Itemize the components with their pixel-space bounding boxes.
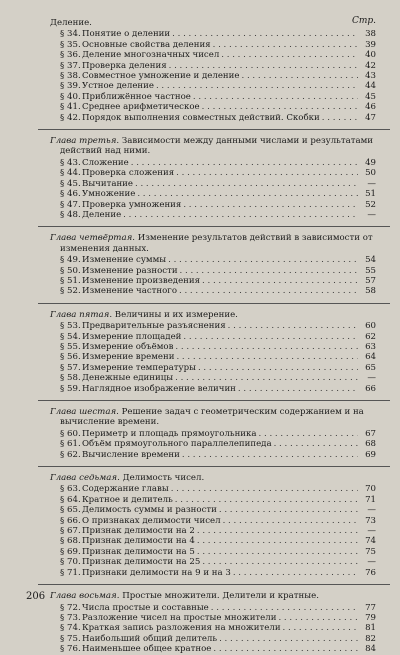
toc-entry	[50, 644, 376, 654]
table-of-contents	[50, 18, 376, 655]
leader-dots	[169, 61, 358, 71]
section-number: § 46.	[60, 189, 81, 200]
entry-title: Краткая запись разложения на множители	[82, 623, 281, 634]
toc-entry	[50, 603, 376, 613]
chapter-heading	[50, 473, 376, 483]
section-number: § 39.	[60, 81, 81, 92]
toc-entry	[50, 547, 376, 557]
entry-page: 67	[365, 428, 376, 439]
entry-title: Содержание главы	[82, 484, 169, 495]
section-number: § 49.	[60, 255, 81, 266]
chapter-divider	[38, 584, 390, 585]
leader-dots	[176, 168, 358, 178]
toc-entry	[50, 384, 376, 394]
section-number: § 70.	[60, 557, 81, 568]
chapter-label: Глава третья.	[50, 136, 120, 147]
section-number: § 55.	[60, 341, 81, 352]
entry-page: 69	[365, 449, 376, 460]
leader-dots	[193, 92, 358, 102]
leader-dots	[238, 384, 358, 394]
leader-dots	[172, 29, 358, 39]
entry-page: —	[367, 557, 376, 568]
section-number: § 47.	[60, 199, 81, 210]
chapter-entries	[50, 429, 376, 460]
section-number: § 36.	[60, 50, 81, 61]
entry-title: Проверка деления	[82, 60, 167, 71]
toc-entry	[50, 332, 376, 342]
entry-page: 52	[365, 199, 376, 210]
entry-title: Деление	[82, 209, 122, 220]
toc-entry	[50, 495, 376, 505]
entry-title: Признак делимости на 25	[82, 557, 201, 568]
chapter-title: Решение задач с геометрическим содержанием и на вычисление времени.	[60, 407, 364, 428]
section-number: § 48.	[60, 209, 81, 220]
leader-dots	[197, 526, 358, 536]
entry-page: 51	[365, 189, 376, 200]
entry-title: Измерение времени	[82, 352, 175, 363]
section-number: § 34.	[60, 29, 81, 40]
chapter-divider	[38, 400, 390, 401]
section-number: § 53.	[60, 321, 81, 332]
section-number: § 62.	[60, 449, 81, 460]
entry-title: Кратное и делитель	[82, 494, 173, 505]
leader-dots	[241, 71, 358, 81]
chapter-entries	[50, 603, 376, 655]
toc-entry	[50, 536, 376, 546]
leader-dots	[131, 158, 358, 168]
entry-title: Порядок выполнения совместных действий. Скобки	[82, 112, 320, 123]
chapter-entries	[50, 158, 376, 220]
leader-dots	[221, 50, 358, 60]
toc-entry	[50, 352, 376, 362]
entry-title: Измерение температуры	[82, 362, 196, 373]
toc-entry	[50, 168, 376, 178]
section-number: § 54.	[60, 331, 81, 342]
leader-dots	[123, 210, 358, 220]
entry-title: Делимость суммы и разности	[82, 505, 217, 516]
section-number: § 38.	[60, 71, 81, 82]
entry-title: Совместное умножение и деление	[82, 71, 240, 82]
entry-page: 65	[365, 362, 376, 373]
leader-dots	[175, 342, 358, 352]
chapter-entries	[50, 321, 376, 394]
section-number: § 74.	[60, 623, 81, 634]
entry-page: 73	[365, 515, 376, 526]
toc-entry	[50, 40, 376, 50]
entry-page: 70	[365, 484, 376, 495]
toc-entry	[50, 568, 376, 578]
leader-dots	[175, 495, 358, 505]
chapter-title: Деление.	[50, 18, 92, 28]
leader-dots	[259, 429, 358, 439]
leader-dots	[322, 113, 358, 123]
leader-dots	[283, 623, 358, 633]
leader-dots	[183, 332, 358, 342]
entry-page: 43	[365, 71, 376, 82]
toc-entry	[50, 61, 376, 71]
entry-title: Деление многозначных чисел	[82, 50, 220, 61]
toc-entry	[50, 439, 376, 449]
entry-title: Вычисление времени	[82, 449, 180, 460]
entry-page: 50	[365, 168, 376, 179]
chapter-divider	[38, 129, 390, 130]
entry-page: —	[367, 373, 376, 384]
section-number: § 69.	[60, 546, 81, 557]
chapter-heading	[50, 407, 376, 428]
entry-page: 63	[365, 341, 376, 352]
entry-title: Денежные единицы	[82, 373, 174, 384]
entry-title: О признаках делимости чисел	[82, 515, 221, 526]
chapter-label: Глава шестая.	[50, 407, 119, 417]
toc-entry	[50, 321, 376, 331]
chapter-entries	[50, 255, 376, 297]
entry-page: 66	[365, 383, 376, 394]
entry-title: Изменение произведения	[82, 275, 201, 286]
leader-dots	[274, 439, 358, 449]
chapter-title: Зависимости между данными числами и результатами действий над ними.	[60, 136, 373, 157]
entry-page: 42	[365, 60, 376, 71]
section-number: § 37.	[60, 60, 81, 71]
leader-dots	[233, 568, 358, 578]
section-number: § 58.	[60, 373, 81, 384]
section-number: § 64.	[60, 494, 81, 505]
section-number: § 71.	[60, 567, 81, 578]
leader-dots	[219, 505, 358, 515]
entry-page: 46	[365, 102, 376, 113]
leader-dots	[180, 266, 358, 276]
leader-dots	[176, 352, 358, 362]
entry-page: —	[367, 526, 376, 537]
entry-page: 68	[365, 439, 376, 450]
entry-page: 45	[365, 91, 376, 102]
entry-page: 54	[365, 255, 376, 266]
entry-page: 75	[365, 546, 376, 557]
entry-title: Среднее арифметическое	[82, 102, 200, 113]
toc-entry	[50, 200, 376, 210]
toc-entry	[50, 92, 376, 102]
chapter-title: Делимость чисел.	[122, 473, 205, 484]
section-number: § 61.	[60, 439, 81, 450]
leader-dots	[168, 255, 358, 265]
section-number: § 43.	[60, 157, 81, 168]
section-number: § 75.	[60, 633, 81, 644]
leader-dots	[182, 450, 358, 460]
entry-title: Наибольший общий делитель	[82, 633, 218, 644]
toc-entry	[50, 276, 376, 286]
entry-title: Умножение	[82, 189, 136, 200]
entry-page: 76	[365, 567, 376, 578]
entry-title: Изменение разности	[82, 265, 178, 276]
entry-page: —	[367, 209, 376, 220]
section-number: § 66.	[60, 515, 81, 526]
section-number: § 73.	[60, 612, 81, 623]
leader-dots	[175, 373, 358, 383]
entry-title: Изменение суммы	[82, 255, 167, 266]
leader-dots	[213, 40, 358, 50]
chapter-heading	[50, 310, 376, 320]
leader-dots	[211, 603, 358, 613]
toc-entry	[50, 266, 376, 276]
leader-dots	[223, 516, 358, 526]
leader-dots	[219, 634, 358, 644]
toc-entry	[50, 286, 376, 296]
entry-title: Периметр и площадь прямоугольника	[82, 428, 257, 439]
section-number: § 60.	[60, 428, 81, 439]
section-number: § 68.	[60, 536, 81, 547]
chapter-heading	[50, 136, 376, 157]
leader-dots	[156, 81, 358, 91]
toc-entry	[50, 342, 376, 352]
leader-dots	[213, 644, 358, 654]
chapter-heading	[50, 18, 376, 28]
entry-title: Признаки делимости на 9 и на 3	[82, 567, 231, 578]
leader-dots	[228, 321, 358, 331]
leader-dots	[135, 179, 358, 189]
entry-title: Признак делимости на 2	[82, 526, 195, 537]
toc-entry	[50, 516, 376, 526]
section-number: § 42.	[60, 112, 81, 123]
entry-page: 62	[365, 331, 376, 342]
entry-title: Предварительные разъяснения	[82, 321, 226, 332]
entry-title: Объём прямоугольного параллелепипеда	[82, 439, 272, 450]
toc-entry	[50, 634, 376, 644]
entry-page: 44	[365, 81, 376, 92]
leader-dots	[197, 547, 358, 557]
toc-entry	[50, 179, 376, 189]
entry-page: 79	[365, 612, 376, 623]
toc-entry	[50, 429, 376, 439]
toc-entry	[50, 450, 376, 460]
entry-title: Числа простые и составные	[82, 602, 209, 613]
section-number: § 41.	[60, 102, 81, 113]
entry-title: Основные свойства деления	[82, 39, 211, 50]
entry-page: 71	[365, 494, 376, 505]
chapter-label: Глава пятая.	[50, 309, 113, 320]
section-number: § 35.	[60, 39, 81, 50]
entry-title: Проверка сложения	[82, 168, 175, 179]
toc-entry	[50, 50, 376, 60]
entry-page: 82	[365, 633, 376, 644]
toc-entry	[50, 29, 376, 39]
chapter-entries	[50, 29, 376, 123]
chapter-divider	[38, 466, 390, 467]
section-number: § 45.	[60, 178, 81, 189]
section-number: § 65.	[60, 505, 81, 516]
entry-page: 49	[365, 157, 376, 168]
section-number: § 51.	[60, 275, 81, 286]
chapter-title: Величины и их измерение.	[114, 309, 238, 320]
entry-title: Изменение частного	[82, 286, 177, 297]
entry-page: 39	[365, 39, 376, 50]
entry-title: Признак делимости на 5	[82, 546, 195, 557]
toc-entry	[50, 255, 376, 265]
leader-dots	[202, 557, 358, 567]
chapter-label: Глава четвёртая.	[50, 233, 136, 244]
chapter-title: Изменение результатов действий в зависимости от изменения данных.	[60, 233, 373, 254]
toc-entry	[50, 373, 376, 383]
chapter-divider	[38, 303, 390, 304]
chapter-title: Простые множители. Делители и кратные.	[122, 591, 319, 602]
entry-page: 81	[365, 623, 376, 634]
leader-dots	[198, 363, 358, 373]
entry-page: 60	[365, 321, 376, 332]
leader-dots	[202, 276, 358, 286]
chapter-label: Глава седьмая.	[50, 473, 120, 484]
section-number: § 72.	[60, 602, 81, 613]
entry-title: Наименьшее общее кратное	[82, 644, 212, 655]
toc-entry	[50, 623, 376, 633]
page-column-label: Стр.	[351, 16, 376, 26]
section-number: § 52.	[60, 286, 81, 297]
entry-title: Измерение объёмов	[82, 341, 174, 352]
entry-page: 74	[365, 536, 376, 547]
leader-dots	[183, 200, 358, 210]
toc-entry	[50, 71, 376, 81]
toc-entry	[50, 113, 376, 123]
toc-entry	[50, 158, 376, 168]
entry-page: 58	[365, 286, 376, 297]
section-number: § 56.	[60, 352, 81, 363]
chapter-heading	[50, 591, 376, 601]
toc-entry	[50, 363, 376, 373]
entry-page: 64	[365, 352, 376, 363]
entry-page: 38	[365, 29, 376, 40]
leader-dots	[179, 286, 358, 296]
toc-entry	[50, 102, 376, 112]
section-number: § 67.	[60, 526, 81, 537]
toc-entry	[50, 557, 376, 567]
page-number: 206	[26, 591, 46, 602]
entry-page: 57	[365, 275, 376, 286]
chapter-label: Глава восьмая.	[50, 591, 120, 602]
entry-page: —	[367, 178, 376, 189]
entry-page: 47	[365, 112, 376, 123]
entry-title: Разложение чисел на простые множители	[82, 612, 277, 623]
entry-title: Приближённое частное	[82, 91, 191, 102]
leader-dots	[137, 189, 358, 199]
section-number: § 63.	[60, 484, 81, 495]
toc-entry	[50, 484, 376, 494]
chapter-divider	[38, 226, 390, 227]
section-number: § 76.	[60, 644, 81, 655]
leader-dots	[197, 536, 358, 546]
toc-entry	[50, 505, 376, 515]
entry-page: —	[367, 505, 376, 516]
entry-page: 77	[365, 602, 376, 613]
entry-title: Проверка умножения	[82, 199, 182, 210]
chapter-heading	[50, 233, 376, 254]
section-number: § 57.	[60, 362, 81, 373]
section-number: § 40.	[60, 91, 81, 102]
leader-dots	[202, 102, 358, 112]
entry-page: 40	[365, 50, 376, 61]
entry-title: Признак делимости на 4	[82, 536, 195, 547]
section-number: § 59.	[60, 383, 81, 394]
toc-entry	[50, 189, 376, 199]
entry-title: Понятие о делении	[82, 29, 171, 40]
entry-page: 55	[365, 265, 376, 276]
toc-entry	[50, 81, 376, 91]
section-number: § 50.	[60, 265, 81, 276]
entry-title: Наглядное изображение величин	[82, 383, 236, 394]
entry-title: Устное деление	[82, 81, 154, 92]
entry-title: Сложение	[82, 157, 129, 168]
entry-title: Вычитание	[82, 178, 133, 189]
toc-entry	[50, 526, 376, 536]
toc-entry	[50, 210, 376, 220]
entry-page: 84	[365, 644, 376, 655]
chapter-entries	[50, 484, 376, 578]
entry-title: Измерение площадей	[82, 331, 182, 342]
section-number: § 44.	[60, 168, 81, 179]
leader-dots	[171, 484, 358, 494]
